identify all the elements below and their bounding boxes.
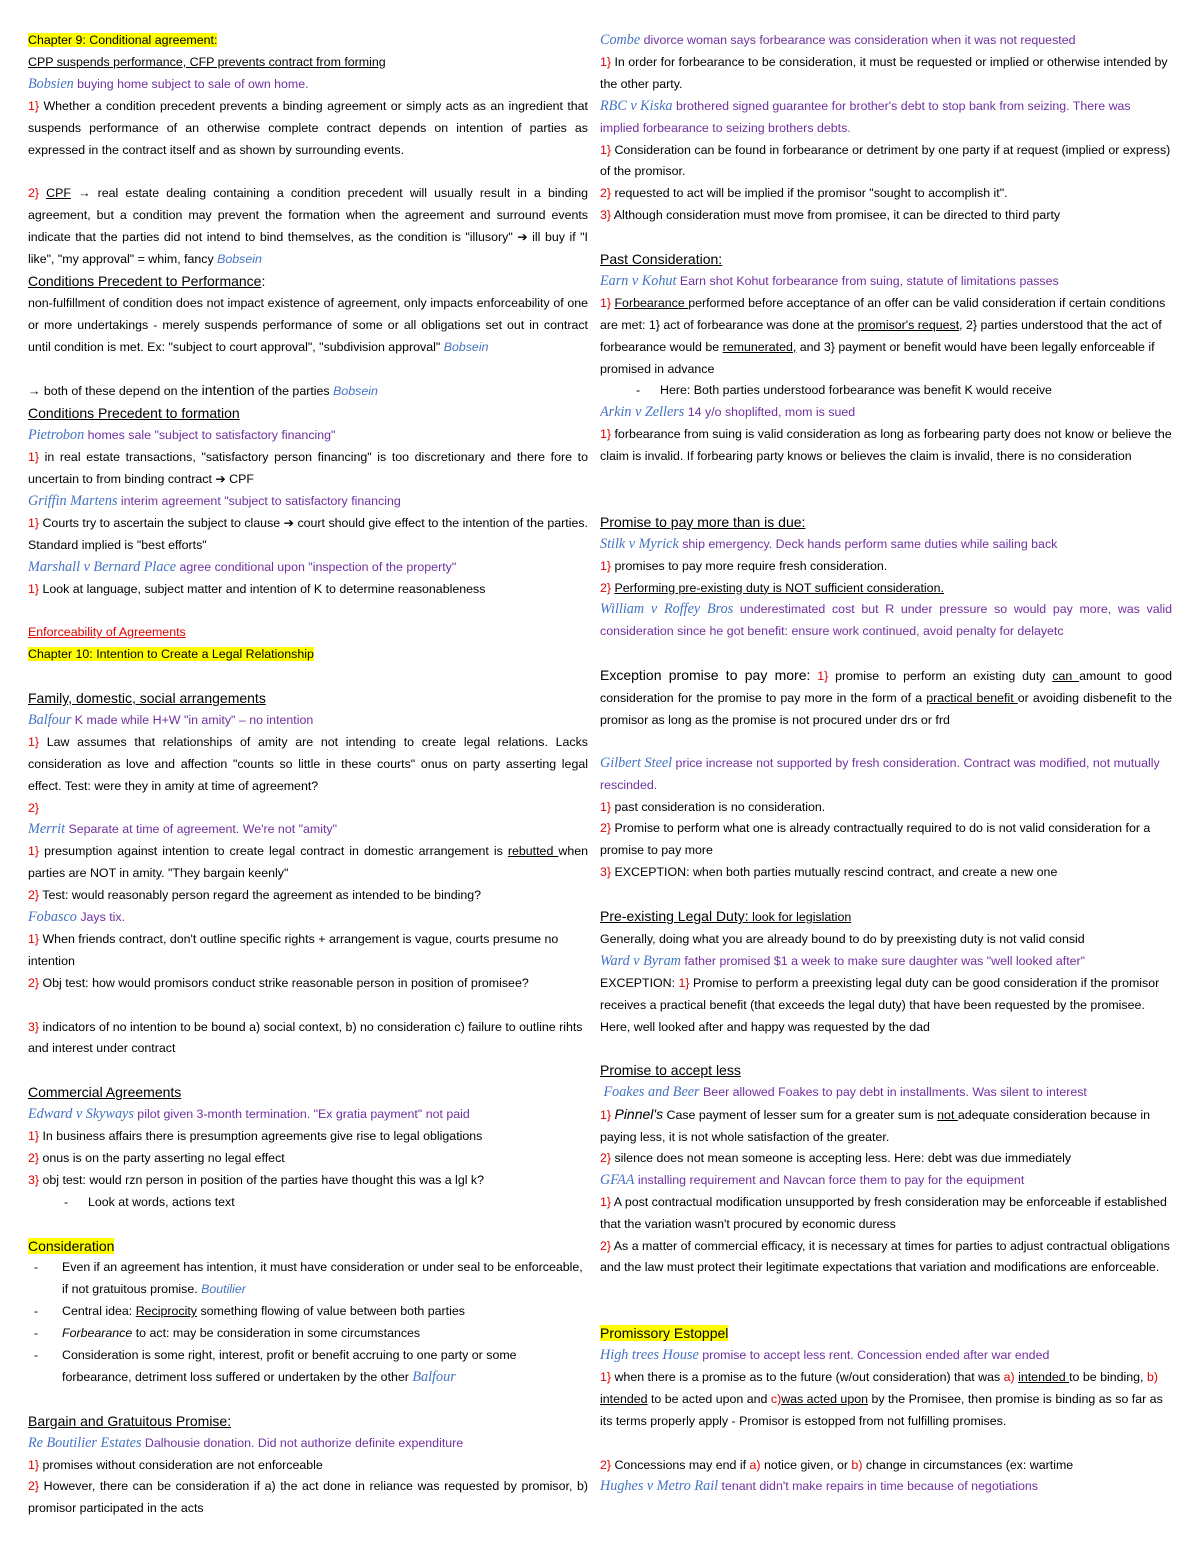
point-text: When friends contract, don't outline specific rights + arrangement is vague, courts presume no intention (28, 931, 559, 968)
point-text: In order for forbearance to be consideration, it must be requested or implied or otherwise intended by the other party. (600, 54, 1168, 91)
point-text: , 2} parties understood that the act of forbearance would be (600, 317, 1162, 354)
case-name: RBC v Kiska (600, 97, 673, 114)
point-number: 1} (600, 295, 612, 310)
case-summary: Beer allowed Foakes to pay debt in installments. Was silent to interest (699, 1085, 1087, 1100)
section-text: non-fulfillment of condition does not impact existence of agreement, only impacts enforceability of one or more undertakings - merely suspends performance of some or all obligations set out in contract until condition is met. Ex: "subject to court approval", "subdivision approval" (28, 295, 588, 354)
point-text: As a matter of commercial efficacy, it is necessary at times for parties to adjust contractual obligations and the law must protect their legitimate expectations that variation and modifications are enforceable. (600, 1238, 1170, 1275)
point-number: 2} (28, 1150, 40, 1165)
part-title: Enforceability of Agreements (28, 625, 186, 640)
case-reference: Balfour (412, 1368, 456, 1385)
point-number: 1} (600, 558, 612, 573)
case-summary: brothered signed guarantee for brother's debt to stop bank from seizing. There was implied forbearance to seizing brothers debts. (600, 98, 1131, 135)
section-heading: Past Consideration: (600, 251, 723, 267)
point-number: 2} (600, 186, 612, 201)
point-number: 2} (600, 1238, 612, 1253)
case-summary: homes sale "subject to satisfactory financing" (84, 428, 336, 443)
note-text: of the parties (254, 384, 334, 399)
left-column: Chapter 9: Conditional agreement: CPP suspends performance, CFP prevents contract from forming Bobsien buying home subject to sale of own home. 1} Whether a condition precedent prevents a binding agreement or simply acts as an ingredient that suspends performance of an otherwise complete contract depends on intention of parties as expressed in the contract itself and as shown by surrounding events. 2} CPF → real estate dealing containing a condition precedent will usually result in a binding agreement, but a condition may prevent the formation when the agreement and surround events indicate that the parties did not intend to bind themselves, as the condition is "illusory" ➔ ill buy if "I like", "my approval" = whim, fancy Bobsein Conditions Precedent to Performance: non-fulfillment of condition does not impact existence of agreement, only impacts enforceability of one or more undertakings - merely suspends performance of some or all obligations set out in contract until condition is met. Ex: "subject to court approval", "subdivision approval" Bobsein → both of these depend on the intention of the parties Bobsein Conditions Precedent to formation Pietrobon homes sale "subject to satisfactory financing" 1} in real estate transactions, "satisfactory person financing" is too discretionary and there fore to uncertain to from binding contract ➔ CPF Griffin Martens interim agreement "subject to satisfactory financing 1} Courts try to ascertain the subject to clause ➔ court should give effect to the intention of the parties. Standard implied is "best efforts" Marshall v Bernard Place agree conditional upon "inspection of the property" 1} Look at language, subject matter and intention of K to determine reasonableness Enforceability of Agreements Chapter 10: Intention to Create a Legal Relationship Family, domestic, social arrangements Balfour K made while H+W "in amity" – no intention 1} Law assumes that relationships of amity are not intending to create legal relations. Lacks consideration as love and affection "counts so little in these courts" onus on party asserting legal effect. Test: were they in amity at time of agreement? 2} Merrit Separate at time of agreement. We're not "amity" 1} presumption against intention to create legal contract in domestic arrangement is rebutted when parties are NOT in amity. "They bargain keenly" 2} Test: would reasonably person regard the agreement as intended to be binding? Fobasco Jays tix. 1} When friends contract, don't outline specific rights + arrangement is vague, courts presume no intention 2} Obj test: how would promisors conduct strike reasonable person in position of promisee? 3} indicators of no intention to be bound a) social context, b) no consideration c) failure to outline rihts and interest under contract Commercial Agreements Edward v Skyways pilot given 3-month termination. "Ex gratia payment" not paid 1} In business affairs there is presumption agreements give rise to legal obligations 2} onus is on the party asserting no legal effect 3} obj test: would rzn person in position of the parties have thought this was a lgl k? - Look at words, actions text Consideration - Even if an agreement has intention, it must have consideration or under seal to be enforceable, if not gratuitous promise. Boutilier - Central idea: Reciprocity something flowing of value between both parties - Forbearance to act: may be consideration in some circumstances - Consideration is some right, interest, profit or benefit accruing to one party or some forbearance, detriment loss suffered or undertaken by the other Balfour Bargain and Gratuitous Promise: Re Boutilier Estates Dalhousie donation. Did not authorize definite expenditure 1} promises without consideration are not enforceable 2} However, there can be consideration if a) the act done in reliance was requested by promisor, b) promisor participated in the acts (28, 30, 588, 1520)
point-text: Promise to perform what one is already contractually required to do is not valid consideration for a promise to pay more (600, 821, 1151, 858)
chapter-10-title: Chapter 10: Intention to Create a Legal Relationship (28, 647, 314, 662)
section-heading: Conditions Precedent to formation (28, 405, 240, 422)
case-summary: pilot given 3-month termination. "Ex gratia payment" not paid (133, 1107, 470, 1122)
note-emphasis: intention (201, 382, 255, 399)
case-reference: Bobsein (443, 339, 489, 354)
case-name: Edward v Skyways (28, 1106, 134, 1123)
point-text: Courts try to ascertain the subject to clause ➔ court should give effect to the intention of the parties. Standard implied is "best efforts" (28, 515, 588, 552)
point-number: 2} (28, 888, 40, 903)
case-name: Fobasco (28, 909, 77, 926)
sub-point-text: Look at words, actions text (88, 1194, 235, 1209)
point-text: adequate consideration because in paying less, it is not whole satisfaction of the greater. (600, 1108, 1151, 1145)
point-text: promise to perform an existing duty (835, 669, 1053, 684)
point-text: Case payment of lesser sum for a greater sum is (663, 1108, 938, 1123)
section-title: Promissory Estoppel (600, 1325, 729, 1342)
point-number: 1} (600, 1194, 612, 1209)
point-text: Concessions may end if (614, 1457, 750, 1472)
section-heading: Pre-existing Legal Duty: (600, 908, 749, 924)
section-heading: Commercial Agreements (28, 1084, 182, 1101)
case-name: Merrit (28, 821, 66, 838)
point-text: when parties are NOT in amity. "They bargain keenly" (28, 844, 588, 881)
point-number: 1} (600, 54, 612, 69)
point-number: 3} (600, 865, 612, 880)
case-summary: promise to accept less rent. Concession ended after war ended (698, 1348, 1050, 1362)
point-number: 1} (600, 427, 612, 442)
section-heading: Promise to accept less (600, 1062, 741, 1079)
point-number: 1} (28, 1129, 40, 1144)
point-term: intended (1018, 1369, 1070, 1384)
case-name: Marshall v Bernard Place (28, 558, 177, 575)
case-name: Gilbert Steel (600, 754, 673, 771)
case-reference: Bobsein (333, 384, 378, 399)
sub-point-text: Here: Both parties understood forbearance was benefit K would receive (660, 383, 1052, 398)
section-heading: Conditions Precedent to Performance (28, 272, 262, 289)
point-number: 2} (28, 975, 40, 990)
case-name: GFAA (600, 1171, 635, 1188)
exception-label: Exception promise to pay more: (600, 667, 811, 684)
case-name: Ward v Byram (600, 952, 681, 969)
case-name: Hughes v Metro Rail (600, 1478, 719, 1495)
section-title: Consideration (28, 1237, 115, 1254)
point-term: intended (600, 1391, 648, 1406)
point-number: 1} (28, 734, 40, 749)
point-term: not (937, 1108, 958, 1123)
bullet-term: Reciprocity (135, 1304, 197, 1319)
point-text: Consideration can be found in forbearance or detriment by one party if at request (implied or express) of the promisor. (600, 142, 1171, 179)
section-text: Generally, doing what you are already bound to do by preexisting duty is not valid consid (600, 931, 1085, 946)
point-term: Forbearance (614, 295, 689, 310)
case-summary: 14 y/o shoplifted, mom is sued (684, 405, 856, 420)
point-number: 2} (600, 1457, 612, 1472)
point-text: to be acted upon and (647, 1391, 771, 1406)
point-number: 1} (600, 1369, 612, 1384)
case-reference: Boutilier (201, 1282, 246, 1297)
case-summary: divorce woman says forbearance was consideration when it was not requested (640, 33, 1076, 47)
case-summary: Earn shot Kohut forbearance from suing, statute of limitations passes (676, 273, 1059, 288)
point-number: 1} (600, 1108, 612, 1123)
point-marker: a) (1003, 1369, 1019, 1384)
case-summary: father promised $1 a week to make sure daughter was "well looked after" (680, 953, 1086, 968)
bullet-text: Central idea: (62, 1304, 136, 1319)
point-text: Promise to perform a preexisting legal duty can be good consideration if the promisor receives a practical benefit (that exceeds the legal duty) that have been requested by the promisee. Here, well looked after and happy was requested by the dad (600, 975, 1160, 1034)
point-number: 1} (28, 931, 40, 946)
point-text: when there is a promise as to the future (w/out consideration) that was (614, 1369, 1004, 1384)
bullet-text: to act: may be consideration in some circumstances (132, 1326, 421, 1341)
point-term: practical benefit (926, 691, 1018, 706)
point-text: presumption against intention to create legal contract in domestic arrangement is (44, 844, 508, 859)
point-text: notice given, or (760, 1457, 852, 1472)
point-text: and 3} payment or benefit would have been legally enforceable if promised in advance (600, 339, 1155, 376)
bullet-term: Forbearance (62, 1326, 133, 1341)
case-summary: K made while H+W "in amity" – no intention (71, 712, 314, 727)
case-name: William v Roffey Bros (600, 601, 734, 618)
point-text: Although consideration must move from promisee, it can be directed to third party (613, 208, 1061, 223)
point-number: 1} (28, 1457, 40, 1472)
case-summary: buying home subject to sale of own home. (73, 76, 309, 91)
case-summary: Separate at time of agreement. We're not "amity" (65, 822, 337, 837)
case-summary: agree conditional upon "inspection of the property" (176, 559, 457, 574)
case-summary: price increase not supported by fresh consideration. Contract was modified, not mutually rescinded. (600, 755, 1160, 792)
point-number: 2} (28, 186, 40, 201)
case-summary: installing requirement and Navcan force them to pay for the equipment (634, 1172, 1025, 1187)
point-text: → real estate dealing containing a condition precedent will usually result in a binding agreement, but a condition may prevent the formation when the agreement and surround events indicate that the parties did not intend to bind themselves, as the condition is "illusory" ➔ ill buy if "I like", "my approval" = whim, fancy (28, 186, 588, 267)
point-text: Look at language, subject matter and intention of K to determine reasonableness (42, 581, 486, 596)
chapter-9-subtitle: CPP suspends performance, CFP prevents contract from forming (28, 54, 386, 69)
point-number: 1} (28, 450, 40, 465)
point-number: 1} (28, 581, 40, 596)
point-marker: b) (1146, 1369, 1158, 1384)
point-number: 2} (600, 580, 612, 595)
case-name: Balfour (28, 711, 72, 728)
point-number: 1} (28, 515, 40, 530)
bullet-text: Consideration is some right, interest, profit or benefit accruing to one party or some forbearance, detriment loss suffered or undertaken by the other (62, 1348, 517, 1384)
point-text: by the Promisee, then promise is binding as so far as its terms properly apply - Promisor is estopped from not fulfilling promises. (600, 1391, 1163, 1428)
point-term: promisor's request (857, 317, 960, 332)
point-text: Performing pre-existing duty is NOT sufficient consideration. (614, 580, 944, 595)
point-text: However, there can be consideration if a) the act done in reliance was requested by promisor, b) promisor participated in the acts (28, 1479, 589, 1516)
case-name: Bobsien (28, 75, 74, 92)
point-text: requested to act will be implied if the promisor "sought to accomplish it". (614, 186, 1008, 201)
point-text: silence does not mean someone is accepting less. Here: debt was due immediately (614, 1150, 1072, 1165)
case-reference: Pinnel's (614, 1106, 664, 1123)
case-name: Arkin v Zellers (600, 404, 685, 421)
right-column (600, 30, 1172, 1498)
point-text: promises without consideration are not enforceable (42, 1457, 323, 1472)
point-number: 1} (28, 98, 40, 113)
point-marker: c) (770, 1391, 782, 1406)
point-term: remunerated, (722, 339, 797, 354)
chapter-9-title: Chapter 9: Conditional agreement: (28, 33, 218, 47)
case-summary: underestimated cost but R under pressure so would pay more, was valid consideration since he got benefit: ensure work continued, avoid penalty for delayetc (600, 602, 1172, 639)
point-text: forbearance from suing is valid consideration as long as forbearing party does not know or believe the claim is invalid. If forbearing party knows or believes the claim is invalid, there is no consideration (600, 427, 1172, 464)
point-number: 1} (817, 669, 829, 684)
note-text: → both of these depend on the (28, 384, 202, 399)
case-reference: Bobsein (217, 252, 262, 267)
point-marker: a) (749, 1457, 761, 1472)
point-term: rebutted (507, 844, 559, 859)
point-text: Whether a condition precedent prevents a binding agreement or simply acts as an ingredient that suspends performance of an otherwise complete contract depends on intention of parties as expressed in the contract itself and as shown by surrounding events. (28, 98, 589, 157)
case-name: Griffin Martens (28, 492, 118, 509)
point-marker: b) (851, 1457, 863, 1472)
case-summary: interim agreement "subject to satisfactory financing (117, 493, 401, 508)
point-text: Test: would reasonably person regard the agreement as intended to be binding? (42, 888, 482, 903)
bullet-text: Even if an agreement has intention, it must have consideration or under seal to be enforceable, if not gratuitous promise. (62, 1260, 583, 1297)
section-heading: Promise to pay more than is due: (600, 513, 806, 530)
case-name: High trees House (600, 1347, 699, 1363)
point-text: amount to good consideration for the promise to pay more in the form of a (600, 669, 1172, 706)
point-number: 3} (28, 1019, 40, 1034)
case-name: Pietrobon (28, 427, 85, 444)
point-number: 2} (600, 821, 612, 836)
point-text: Obj test: how would promisors conduct strike reasonable person in position of promisee? (42, 975, 529, 990)
point-term: can (1052, 669, 1080, 684)
point-text: in real estate transactions, "satisfactory person financing" is too discretionary and there fore to uncertain to from binding contract ➔ CPF (28, 450, 588, 487)
point-number: 2} (600, 1150, 612, 1165)
section-heading: Bargain and Gratuitous Promise: (28, 1412, 232, 1429)
case-name: Foakes and Beer (603, 1084, 700, 1101)
point-number: 1} (678, 975, 690, 990)
point-number: 3} (600, 208, 612, 223)
point-text: performed before acceptance of an offer can be valid consideration if certain conditions are met: 1} act of forbearance was done at the (600, 295, 1166, 332)
point-text: EXCEPTION: when both parties mutually rescind contract, and create a new one (614, 865, 1058, 880)
point-number: 2} (28, 1479, 40, 1494)
case-name: Combe (600, 32, 641, 48)
case-name: Re Boutilier Estates (28, 1434, 142, 1451)
point-text: or avoiding disbenefit to the promisor as long as the promise is not procured under drs or frd (600, 691, 1172, 727)
point-text: In business affairs there is presumption agreements give rise to legal obligations (42, 1129, 483, 1144)
section-note: look for legislation (748, 910, 852, 924)
point-text: indicators of no intention to be bound a) social context, b) no consideration c) failure to outline rihts and interest under contract (28, 1019, 583, 1056)
bullet-text: something flowing of value between both parties (197, 1304, 465, 1319)
point-number: 1} (600, 799, 612, 814)
point-text: change in circumstances (ex: wartime (862, 1457, 1074, 1472)
point-text: to be binding, (1069, 1369, 1147, 1384)
section-heading: Family, domestic, social arrangements (28, 690, 266, 707)
point-number: 3} (28, 1172, 40, 1187)
point-number: 1} (28, 844, 40, 859)
case-summary: ship emergency. Deck hands perform same duties while sailing back (678, 536, 1058, 551)
point-text: promises to pay more require fresh consideration. (614, 558, 888, 573)
case-name: Stilk v Myrick (600, 535, 679, 552)
point-text: onus is on the party asserting no legal effect (42, 1150, 285, 1165)
point-number: 1} (600, 142, 612, 157)
point-text: past consideration is no consideration. (614, 799, 826, 814)
exception-label: EXCEPTION: (600, 975, 679, 990)
case-summary: tenant didn't make repairs in time because of negotiations (718, 1479, 1038, 1494)
point-text: Law assumes that relationships of amity are not intending to create legal relations. Lacks consideration as love and affection "counts so little in these courts" onus on party asserting legal effect. Test: were they in amity at time of agreement? (28, 734, 588, 793)
case-summary: Jays tix. (76, 910, 126, 925)
point-term: CPF (46, 186, 71, 201)
point-term: was acted upon (781, 1391, 868, 1406)
point-text: A post contractual modification unsupported by fresh consideration may be enforceable if established that the variation wasn't procured by economic duress (600, 1194, 1167, 1231)
point-number: 2} (28, 800, 40, 815)
case-summary: Dalhousie donation. Did not authorize definite expenditure (141, 1435, 464, 1450)
case-name: Earn v Kohut (600, 272, 677, 289)
point-text: obj test: would rzn person in position of the parties have thought this was a lgl k? (42, 1172, 484, 1187)
